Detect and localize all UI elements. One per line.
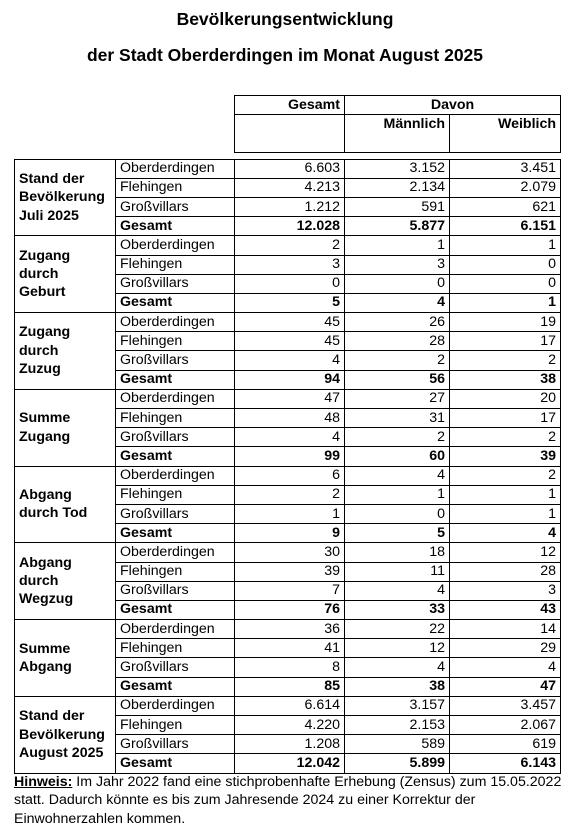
row-total-label: Gesamt (116, 293, 235, 312)
cell-weiblich: 1 (450, 504, 561, 523)
header-weiblich: Weiblich (450, 115, 561, 134)
cell-maennlich: 591 (345, 197, 450, 216)
cell-gesamt: 4 (235, 428, 345, 447)
cell-maennlich: 5.877 (345, 217, 450, 236)
cell-weiblich: 14 (450, 620, 561, 639)
header-row-1 (15, 96, 561, 115)
cell-maennlich: 4 (345, 658, 450, 677)
cell-gesamt: 1 (235, 504, 345, 523)
group-label (15, 389, 116, 466)
note-paragraph (14, 773, 564, 828)
cell-gesamt: 2 (235, 485, 345, 504)
row-total-label: Gesamt (116, 370, 235, 389)
header-spacer (15, 133, 116, 152)
cell-gesamt: 7 (235, 581, 345, 600)
row-place: Oberderdingen (116, 313, 235, 332)
cell-gesamt: 47 (235, 389, 345, 408)
cell-maennlich: 27 (345, 389, 450, 408)
cell-gesamt: 1.212 (235, 197, 345, 216)
cell-maennlich: 5 (345, 524, 450, 543)
cell-maennlich: 2 (345, 351, 450, 370)
header-spacer (15, 115, 116, 134)
cell-gesamt: 41 (235, 639, 345, 658)
group-label-line: Bevölkerung (19, 726, 105, 743)
group-label-line: Zugang (19, 428, 71, 445)
table-row (15, 236, 561, 255)
row-place: Großvillars (116, 197, 235, 216)
cell-maennlich: 0 (345, 504, 450, 523)
cell-gesamt: 1.208 (235, 735, 345, 754)
cell-weiblich: 39 (450, 447, 561, 466)
table-row (15, 313, 561, 332)
population-table (14, 95, 561, 774)
cell-gesamt: 4 (235, 351, 345, 370)
cell-maennlich: 26 (345, 313, 450, 332)
cell-weiblich: 2.067 (450, 716, 561, 735)
group-label (15, 236, 116, 313)
cell-gesamt: 0 (235, 274, 345, 293)
cell-weiblich: 2 (450, 466, 561, 485)
cell-weiblich: 43 (450, 600, 561, 619)
cell-maennlich: 22 (345, 620, 450, 639)
group-label-line: Stand der (19, 708, 85, 725)
cell-weiblich: 0 (450, 274, 561, 293)
row-place: Flehingen (116, 562, 235, 581)
cell-maennlich: 18 (345, 543, 450, 562)
cell-maennlich: 33 (345, 600, 450, 619)
cell-gesamt: 2 (235, 236, 345, 255)
header-spacer (116, 96, 235, 115)
cell-weiblich: 1 (450, 293, 561, 312)
row-total-label: Gesamt (116, 217, 235, 236)
row-total-label: Gesamt (116, 600, 235, 619)
header-gesamt-blank (235, 115, 345, 152)
header-spacer (15, 96, 116, 115)
cell-weiblich: 28 (450, 562, 561, 581)
cell-weiblich: 3.457 (450, 696, 561, 715)
cell-maennlich: 589 (345, 735, 450, 754)
group-label-line: Wegzug (19, 591, 74, 608)
group-label-line: Bevölkerung (19, 189, 105, 206)
group-label (15, 313, 116, 390)
cell-gesamt: 99 (235, 447, 345, 466)
header-blank (345, 133, 450, 152)
cell-weiblich: 4 (450, 658, 561, 677)
header-gap-row (15, 152, 561, 159)
group-label-line: Summe (19, 410, 71, 427)
row-place: Großvillars (116, 351, 235, 370)
cell-maennlich: 4 (345, 466, 450, 485)
cell-weiblich: 20 (450, 389, 561, 408)
note-text: Im Jahr 2022 fand eine stichprobenhafte Erhebung (Zensus) zum 15.05.2022 statt. Dadurch könnte es bis zum Jahresende 2024 zu einer Korrektur der Einwohnerzahlen kommen. (14, 774, 562, 827)
header-row-2 (15, 115, 561, 134)
group-label-line: August 2025 (19, 744, 104, 761)
group-label-line: Abgang (19, 554, 72, 571)
page-subtitle: der Stadt Oberderdingen im Monat August 2025 (86, 45, 484, 65)
row-place: Großvillars (116, 504, 235, 523)
cell-gesamt: 4.213 (235, 178, 345, 197)
header-davon: Davon (345, 96, 561, 115)
cell-maennlich: 60 (345, 447, 450, 466)
group-label-line: durch (19, 266, 59, 283)
cell-maennlich: 4 (345, 581, 450, 600)
row-place: Oberderdingen (116, 389, 235, 408)
cell-weiblich: 47 (450, 677, 561, 696)
row-place: Oberderdingen (116, 620, 235, 639)
cell-gesamt: 8 (235, 658, 345, 677)
cell-gesamt: 9 (235, 524, 345, 543)
cell-gesamt: 39 (235, 562, 345, 581)
row-total-label: Gesamt (116, 677, 235, 696)
header-gesamt: Gesamt (235, 96, 345, 115)
row-place: Großvillars (116, 735, 235, 754)
cell-gesamt: 45 (235, 313, 345, 332)
cell-weiblich: 38 (450, 370, 561, 389)
cell-weiblich: 2 (450, 428, 561, 447)
group-label-line: Summe (19, 640, 71, 657)
header-blank (450, 133, 561, 152)
row-place: Flehingen (116, 332, 235, 351)
row-place: Oberderdingen (116, 543, 235, 562)
row-place: Großvillars (116, 428, 235, 447)
group-label-line: Abgang (19, 487, 72, 504)
table-row (15, 620, 561, 639)
group-label (15, 466, 116, 543)
cell-maennlich: 5.899 (345, 754, 450, 773)
group-label (15, 543, 116, 620)
cell-gesamt: 36 (235, 620, 345, 639)
cell-weiblich: 3.451 (450, 159, 561, 178)
row-place: Großvillars (116, 658, 235, 677)
row-place: Oberderdingen (116, 159, 235, 178)
row-place: Oberderdingen (116, 696, 235, 715)
cell-maennlich: 1 (345, 236, 450, 255)
group-label-line: durch (19, 342, 59, 359)
row-place: Flehingen (116, 716, 235, 735)
header-gap (15, 152, 561, 159)
group-label-line: Zugang (19, 247, 71, 264)
cell-gesamt: 94 (235, 370, 345, 389)
cell-weiblich: 3 (450, 581, 561, 600)
group-label-line: durch (19, 573, 59, 590)
cell-maennlich: 1 (345, 485, 450, 504)
cell-maennlich: 0 (345, 274, 450, 293)
cell-weiblich: 6.151 (450, 217, 561, 236)
row-place: Oberderdingen (116, 466, 235, 485)
cell-gesamt: 48 (235, 409, 345, 428)
cell-weiblich: 0 (450, 255, 561, 274)
cell-weiblich: 619 (450, 735, 561, 754)
table-row (15, 543, 561, 562)
group-label-line: durch Tod (19, 505, 88, 522)
group-label-line: Juli 2025 (19, 207, 79, 224)
group-label-line: Geburt (19, 284, 66, 301)
cell-maennlich: 38 (345, 677, 450, 696)
cell-maennlich: 11 (345, 562, 450, 581)
cell-maennlich: 31 (345, 409, 450, 428)
group-label (15, 159, 116, 236)
table-row (15, 159, 561, 178)
population-table-body (15, 96, 561, 774)
cell-gesamt: 85 (235, 677, 345, 696)
group-label (15, 696, 116, 773)
row-total-label: Gesamt (116, 447, 235, 466)
cell-weiblich: 6.143 (450, 754, 561, 773)
header-spacer (116, 133, 235, 152)
cell-gesamt: 76 (235, 600, 345, 619)
cell-gesamt: 6 (235, 466, 345, 485)
cell-maennlich: 12 (345, 639, 450, 658)
row-place: Oberderdingen (116, 236, 235, 255)
cell-weiblich: 2 (450, 351, 561, 370)
cell-weiblich: 17 (450, 409, 561, 428)
row-place: Flehingen (116, 255, 235, 274)
row-place: Großvillars (116, 274, 235, 293)
row-place: Flehingen (116, 409, 235, 428)
row-place: Flehingen (116, 485, 235, 504)
cell-gesamt: 3 (235, 255, 345, 274)
cell-weiblich: 29 (450, 639, 561, 658)
cell-weiblich: 17 (450, 332, 561, 351)
cell-gesamt: 5 (235, 293, 345, 312)
group-label-line: Zugang (19, 324, 71, 341)
page-title: Bevölkerungsentwicklung (176, 9, 394, 29)
cell-weiblich: 19 (450, 313, 561, 332)
cell-weiblich: 621 (450, 197, 561, 216)
cell-gesamt: 45 (235, 332, 345, 351)
header-maennlich: Männlich (345, 115, 450, 134)
row-place: Flehingen (116, 178, 235, 197)
group-label (15, 620, 116, 697)
cell-gesamt: 4.220 (235, 716, 345, 735)
cell-maennlich: 2 (345, 428, 450, 447)
note-label: Hinweis: (14, 774, 73, 790)
table-row (15, 389, 561, 408)
cell-maennlich: 2.134 (345, 178, 450, 197)
cell-gesamt: 12.042 (235, 754, 345, 773)
cell-weiblich: 1 (450, 236, 561, 255)
cell-gesamt: 6.603 (235, 159, 345, 178)
cell-weiblich: 1 (450, 485, 561, 504)
cell-weiblich: 2.079 (450, 178, 561, 197)
cell-gesamt: 12.028 (235, 217, 345, 236)
cell-weiblich: 12 (450, 543, 561, 562)
cell-maennlich: 28 (345, 332, 450, 351)
row-place: Flehingen (116, 639, 235, 658)
cell-maennlich: 3.152 (345, 159, 450, 178)
cell-maennlich: 4 (345, 293, 450, 312)
cell-weiblich: 4 (450, 524, 561, 543)
cell-maennlich: 2.153 (345, 716, 450, 735)
row-total-label: Gesamt (116, 524, 235, 543)
cell-gesamt: 30 (235, 543, 345, 562)
cell-maennlich: 3.157 (345, 696, 450, 715)
row-place: Großvillars (116, 581, 235, 600)
cell-maennlich: 3 (345, 255, 450, 274)
group-label-line: Stand der (19, 170, 85, 187)
row-total-label: Gesamt (116, 754, 235, 773)
group-label-line: Zuzug (19, 361, 61, 378)
header-spacer (116, 115, 235, 134)
table-row (15, 466, 561, 485)
cell-maennlich: 56 (345, 370, 450, 389)
table-row (15, 696, 561, 715)
group-label-line: Abgang (19, 658, 72, 675)
cell-gesamt: 6.614 (235, 696, 345, 715)
